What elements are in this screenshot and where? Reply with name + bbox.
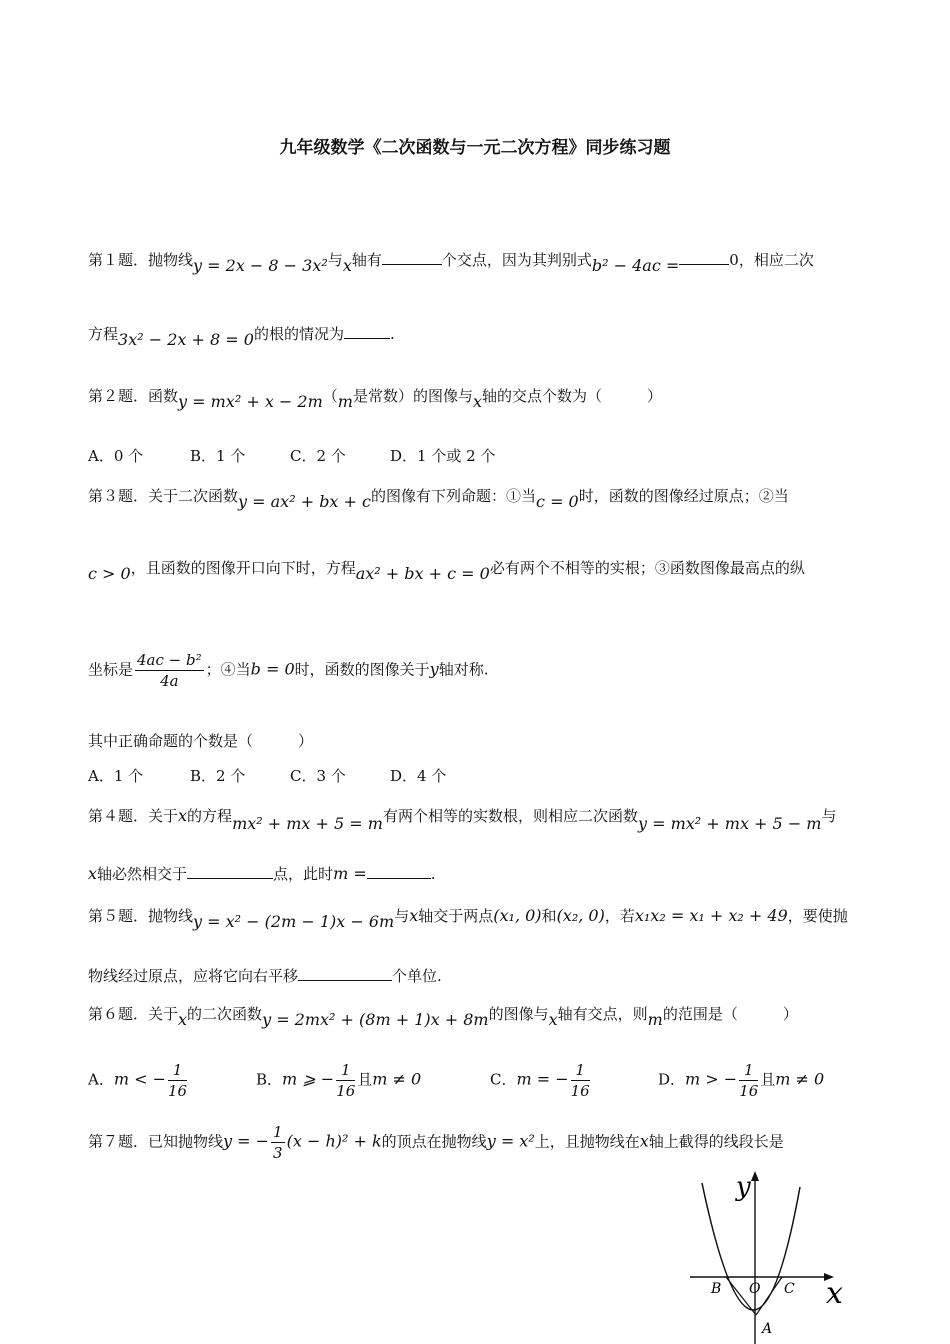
question-3-line-4: 其中正确命题的个数是（ ） xyxy=(88,732,314,750)
question-4-line-2: x轴必然相交于 点，此时m = . xyxy=(88,864,436,883)
fraction: $\frac{1}{3}$ xyxy=(273,1123,283,1162)
question-6-options xyxy=(88,1060,824,1101)
question-3-options xyxy=(88,766,446,786)
option-c[interactable]: C．2 个 xyxy=(290,447,346,465)
question-3-line-1: 第３题．关于二次函数y = ax² + bx + c的图像有下列命题：①当c = 0时，函数的图像经过原点；②当 xyxy=(88,487,789,511)
option-b[interactable]: B．2 个 xyxy=(190,767,246,785)
question-5-line-2: 物线经过原点，应将它向右平移 个单位. xyxy=(88,967,442,985)
option-d[interactable]: D．1 个或 2 个 xyxy=(390,447,496,465)
option-c[interactable]: C．3 个 xyxy=(290,767,346,785)
x-label: x xyxy=(826,1276,843,1311)
option-a[interactable]: A．m < − $\frac{1}{16}$ xyxy=(88,1061,188,1100)
answer-blank[interactable] xyxy=(298,966,392,981)
fraction: $\frac{1}{16}$ xyxy=(570,1061,590,1100)
question-7-line-1: 第７题．已知抛物线y = − $\frac{1}{3}$ (x − h)² + k的顶点在抛物线y = x²上，且抛物线在x轴上截得的线段长是 xyxy=(88,1123,784,1162)
option-d[interactable]: D．m > − $\frac{1}{16}$ 且m ≠ 0 xyxy=(658,1061,825,1100)
question-4-line-1: 第４题．关于x的方程mx² + mx + 5 = m有两个相等的实数根，则相应二次函数y = mx² + mx + 5 − m与 xyxy=(88,806,837,833)
option-a[interactable]: A．0 个 xyxy=(88,447,144,465)
fraction: $\frac{1}{16}$ xyxy=(336,1061,356,1100)
fraction: $\frac{1}{16}$ xyxy=(739,1061,759,1100)
answer-blank[interactable] xyxy=(382,250,442,265)
option-d[interactable]: D．4 个 xyxy=(390,767,447,785)
option-a[interactable]: A．1 个 xyxy=(88,767,144,785)
question-3-line-2: c > 0，且函数的图像开口向下时，方程ax² + bx + c = 0必有两个不相等的实根；③函数图像最高点的纵 xyxy=(88,559,805,583)
question-6-line-1: 第６题．关于x的二次函数y = 2mx² + (8m + 1)x + 8m的图像与x轴有交点，则m的范围是（ ） xyxy=(88,1005,798,1029)
fraction: $\frac{\text{4ac − b²}}{4a}$ xyxy=(137,651,202,690)
fraction: $\frac{1}{16}$ xyxy=(168,1061,188,1100)
option-b[interactable]: B．1 个 xyxy=(190,447,246,465)
y-axis-arrow xyxy=(751,1171,759,1181)
question-3-line-3: 坐标是 $\frac{\text{4ac − b²}}{4a}$ ；④当b = 0时，函数的图像关于y轴对称. xyxy=(88,651,489,690)
question-1-line-2: 方程3x² − 2x + 8 = 0的根的情况为 . xyxy=(88,325,395,349)
c-label: C xyxy=(784,1281,795,1297)
question-2-options xyxy=(88,446,495,466)
answer-blank[interactable] xyxy=(367,864,431,879)
question-1-line-1: 第１题．抛物线y = 2x − 8 − 3x²与x轴有 个交点，因为其判别式b² − 4ac = 0，相应二次 xyxy=(88,251,814,275)
answer-blank[interactable] xyxy=(679,250,729,265)
option-b[interactable]: B．m ⩾ − $\frac{1}{16}$ 且m ≠ 0 xyxy=(256,1061,422,1100)
question-5-line-1: 第５题．抛物线y = x² − (2m − 1)x − 6m与x轴交于两点(x₁, 0)和(x₂, 0)，若x₁x₂ = x₁ + x₂ + 49，要使抛 xyxy=(88,906,848,931)
o-label: O xyxy=(749,1281,761,1297)
option-c[interactable]: C．m = − $\frac{1}{16}$ xyxy=(490,1061,590,1100)
b-label: B xyxy=(711,1281,722,1297)
answer-blank[interactable] xyxy=(344,324,390,339)
question-2-line-1: 第２题．函数y = mx² + x − 2m（m是常数）的图像与x轴的交点个数为（ ） xyxy=(88,387,663,411)
page-title: 九年级数学《二次函数与一元二次方程》同步练习题 xyxy=(279,138,671,158)
a-label: A xyxy=(762,1321,773,1337)
answer-blank[interactable] xyxy=(187,864,273,879)
y-label: y xyxy=(736,1172,751,1202)
parabola-figure xyxy=(680,1165,860,1344)
